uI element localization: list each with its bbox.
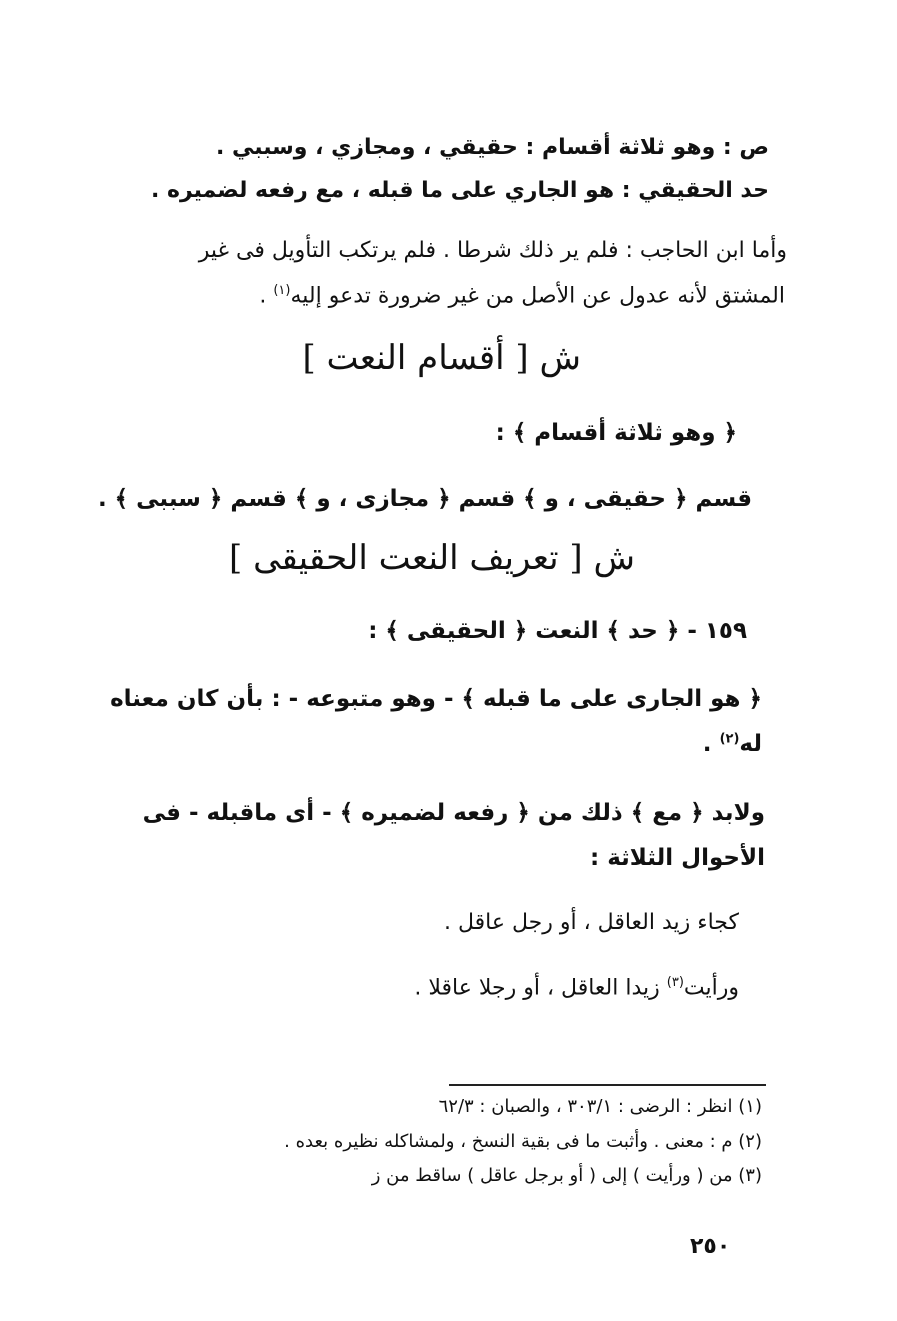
- example-line-2: [414, 975, 739, 1000]
- footnote-3: (٣) من ( ورأيت ) إلى ( أو برجل عاقل ) ساقط من ز: [371, 1165, 762, 1186]
- section-line-4b-text: له: [739, 731, 762, 757]
- matn-line-1: ص : وهو ثلاثة أقسام : حقيقي ، ومجازي ، وسببي .: [215, 135, 769, 160]
- footnote-ref-3: (٣): [666, 975, 684, 990]
- footnote-1: (١) انظر : الرضى : ٣٠٣/١ ، والصبان : ٦٢/٣: [438, 1096, 762, 1117]
- para1-line-1: وأما ابن الحاجب : فلم ير ذلك شرطا . فلم يرتكب التأويل فى غير: [198, 238, 787, 263]
- heading-aqsam-alnaat: ش [ أقسام النعت ]: [302, 338, 581, 378]
- section-line-2: قسم ﴿ حقيقى ، و ﴾ قسم ﴿ مجازى ، و ﴾ قسم ﴿ سببى ﴾ .: [97, 486, 752, 512]
- matn-line-2: حد الحقيقي : هو الجاري على ما قبله ، مع رفعه لضميره .: [150, 178, 769, 203]
- page-number: ٢٥٠: [690, 1234, 731, 1259]
- para1-line-2-text: المشتق لأنه عدول عن الأصل من غير ضرورة تدعو إليه: [290, 283, 785, 309]
- section-line-5b: الأحوال الثلاثة :: [589, 845, 765, 871]
- footnote-2: (٢) م : معنى . وأثبت ما فى بقية النسخ ، ولمشاكله نظيره بعده .: [284, 1131, 762, 1152]
- example-line-2-rest: زيدا العاقل ، أو رجلا عاقلا .: [414, 975, 660, 1001]
- footnote-ref-2: (٢): [719, 731, 740, 747]
- section-line-4a: ﴿ هو الجارى على ما قبله ﴾ - وهو متبوعه - : بأن كان معناه: [110, 686, 762, 712]
- section-line-3: ١٥٩ - ﴿ حد ﴾ النعت ﴿ الحقيقى ﴾ :: [368, 618, 747, 644]
- para1-end: .: [259, 283, 267, 309]
- para1-line-2: [259, 283, 785, 308]
- example-line-1: كجاء زيد العاقل ، أو رجل عاقل .: [443, 910, 739, 935]
- heading-tarif-alnaat: ش [ تعريف النعت الحقيقى ]: [229, 538, 635, 578]
- footnote-divider: [449, 1084, 766, 1086]
- section-line-4b-end: .: [702, 731, 712, 757]
- section-line-4b: [703, 731, 762, 757]
- footnote-ref-1: (١): [273, 283, 291, 298]
- section-line-1: ﴿ وهو ثلاثة أقسام ﴾ :: [495, 420, 737, 446]
- section-line-5a: ولابد ﴿ مع ﴾ ذلك من ﴿ رفعه لضميره ﴾ - أى ماقبله - فى: [142, 800, 765, 826]
- example-line-2-start: ورأيت: [683, 975, 739, 1001]
